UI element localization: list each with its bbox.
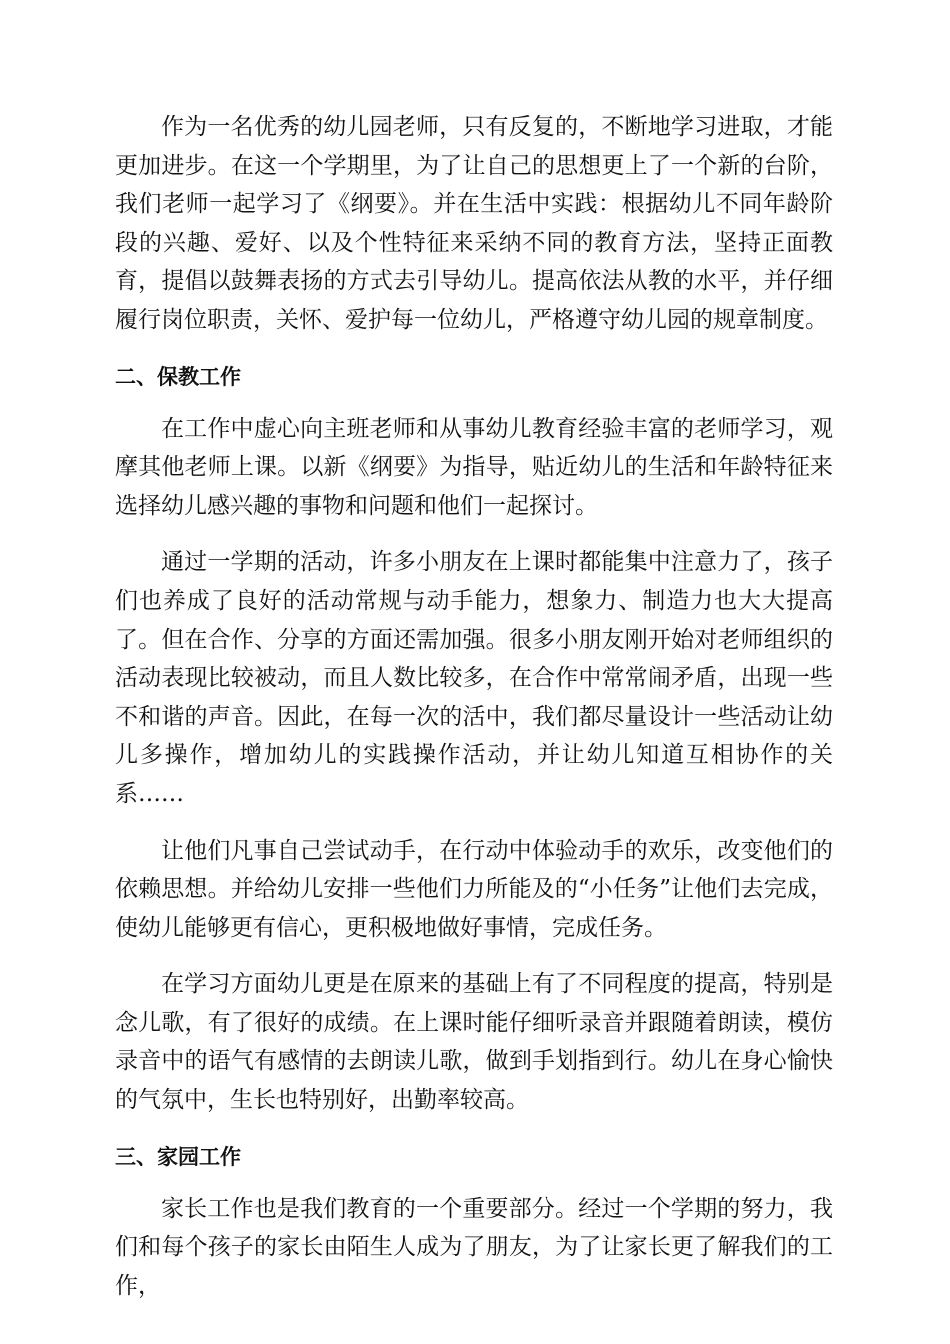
paragraph: 家长工作也是我们教育的一个重要部分。经过一个学期的努力，我们和每个孩子的家长由陌生人成为了朋友，为了让家长更了解我们的工作，	[115, 1195, 833, 1299]
paragraph: 在工作中虚心向主班老师和从事幼儿教育经验丰富的老师学习，观摩其他老师上课。以新《纲要》为指导，贴近幼儿的生活和年龄特征来选择幼儿感兴趣的事物和问题和他们一起探讨。	[115, 415, 833, 519]
document-page	[115, 108, 833, 1305]
section-heading-home-school: 三、家园工作	[115, 1144, 241, 1169]
section-heading-childcare: 二、保教工作	[115, 364, 241, 389]
paragraph: 让他们凡事自己尝试动手，在行动中体验动手的欢乐，改变他们的依赖思想。并给幼儿安排一些他们力所能及的“小任务”让他们去完成，使幼儿能够更有信心，更积极地做好事情，完成任务。	[115, 837, 833, 941]
paragraph: 通过一学期的活动，许多小朋友在上课时都能集中注意力了，孩子们也养成了良好的活动常规与动手能力，想象力、制造力也大大提高了。但在合作、分享的方面还需加强。很多小朋友刚开始对老师组织的活动表现比较被动，而且人数比较多，在合作中常常闹矛盾，出现一些不和谐的声音。因此，在每一次的活中，我们都尽量设计一些活动让幼儿多操作，增加幼儿的实践操作活动，并让幼儿知道互相协作的关系……	[115, 549, 833, 807]
intro-paragraph: 作为一名优秀的幼儿园老师，只有反复的，不断地学习进取，才能更加进步。在这一个学期里，为了让自己的思想更上了一个新的台阶，我们老师一起学习了《纲要》。并在生活中实践：根据幼儿不同年龄阶段的兴趣、爱好、以及个性特征来采纳不同的教育方法，坚持正面教育，提倡以鼓舞表扬的方式去引导幼儿。提高依法从教的水平，并仔细履行岗位职责，关怀、爱护每一位幼儿，严格遵守幼儿园的规章制度。	[115, 114, 833, 333]
paragraph: 在学习方面幼儿更是在原来的基础上有了不同程度的提高，特别是念儿歌，有了很好的成绩。在上课时能仔细听录音并跟随着朗读，模仿录音中的语气有感情的去朗读儿歌，做到手划指到行。幼儿在身心愉快的气氛中，生长也特别好，出勤率较高。	[115, 971, 833, 1114]
